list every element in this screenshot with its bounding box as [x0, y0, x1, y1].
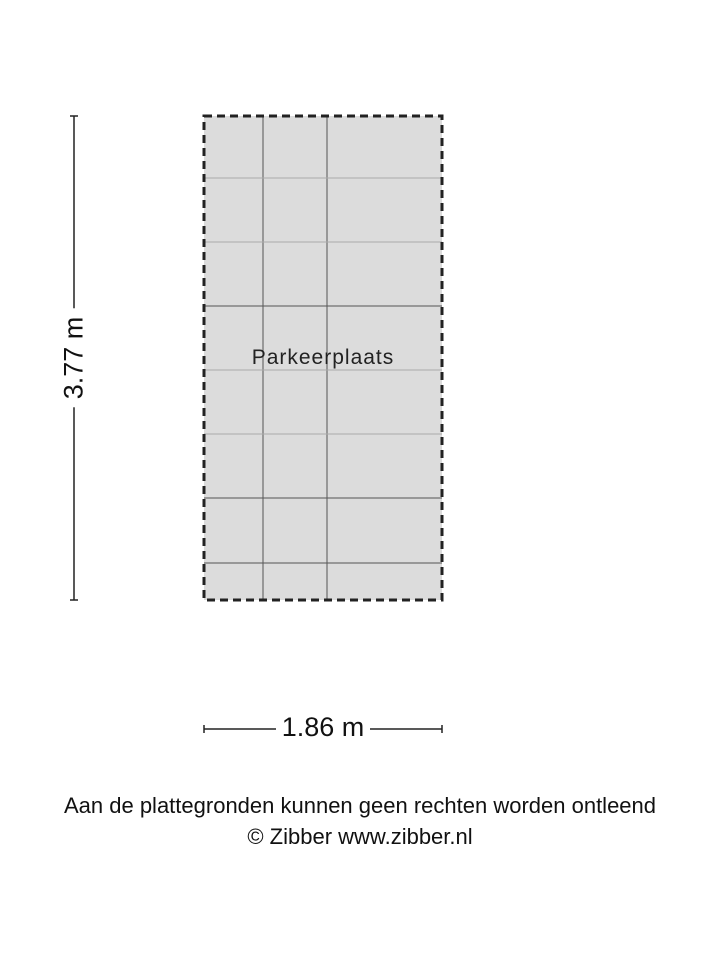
height-dimension-label: [59, 309, 90, 408]
room-label: Parkeerplaats: [251, 346, 395, 369]
width-dimension-label: [204, 712, 442, 743]
width-dimension-text: 1.86 m: [276, 712, 371, 742]
disclaimer-text: Aan de plattegronden kunnen geen rechten worden ontleend: [63, 793, 657, 818]
height-dimension-text: 3.77 m: [59, 309, 89, 408]
copyright-text: © Zibber www.zibber.nl: [247, 824, 473, 849]
